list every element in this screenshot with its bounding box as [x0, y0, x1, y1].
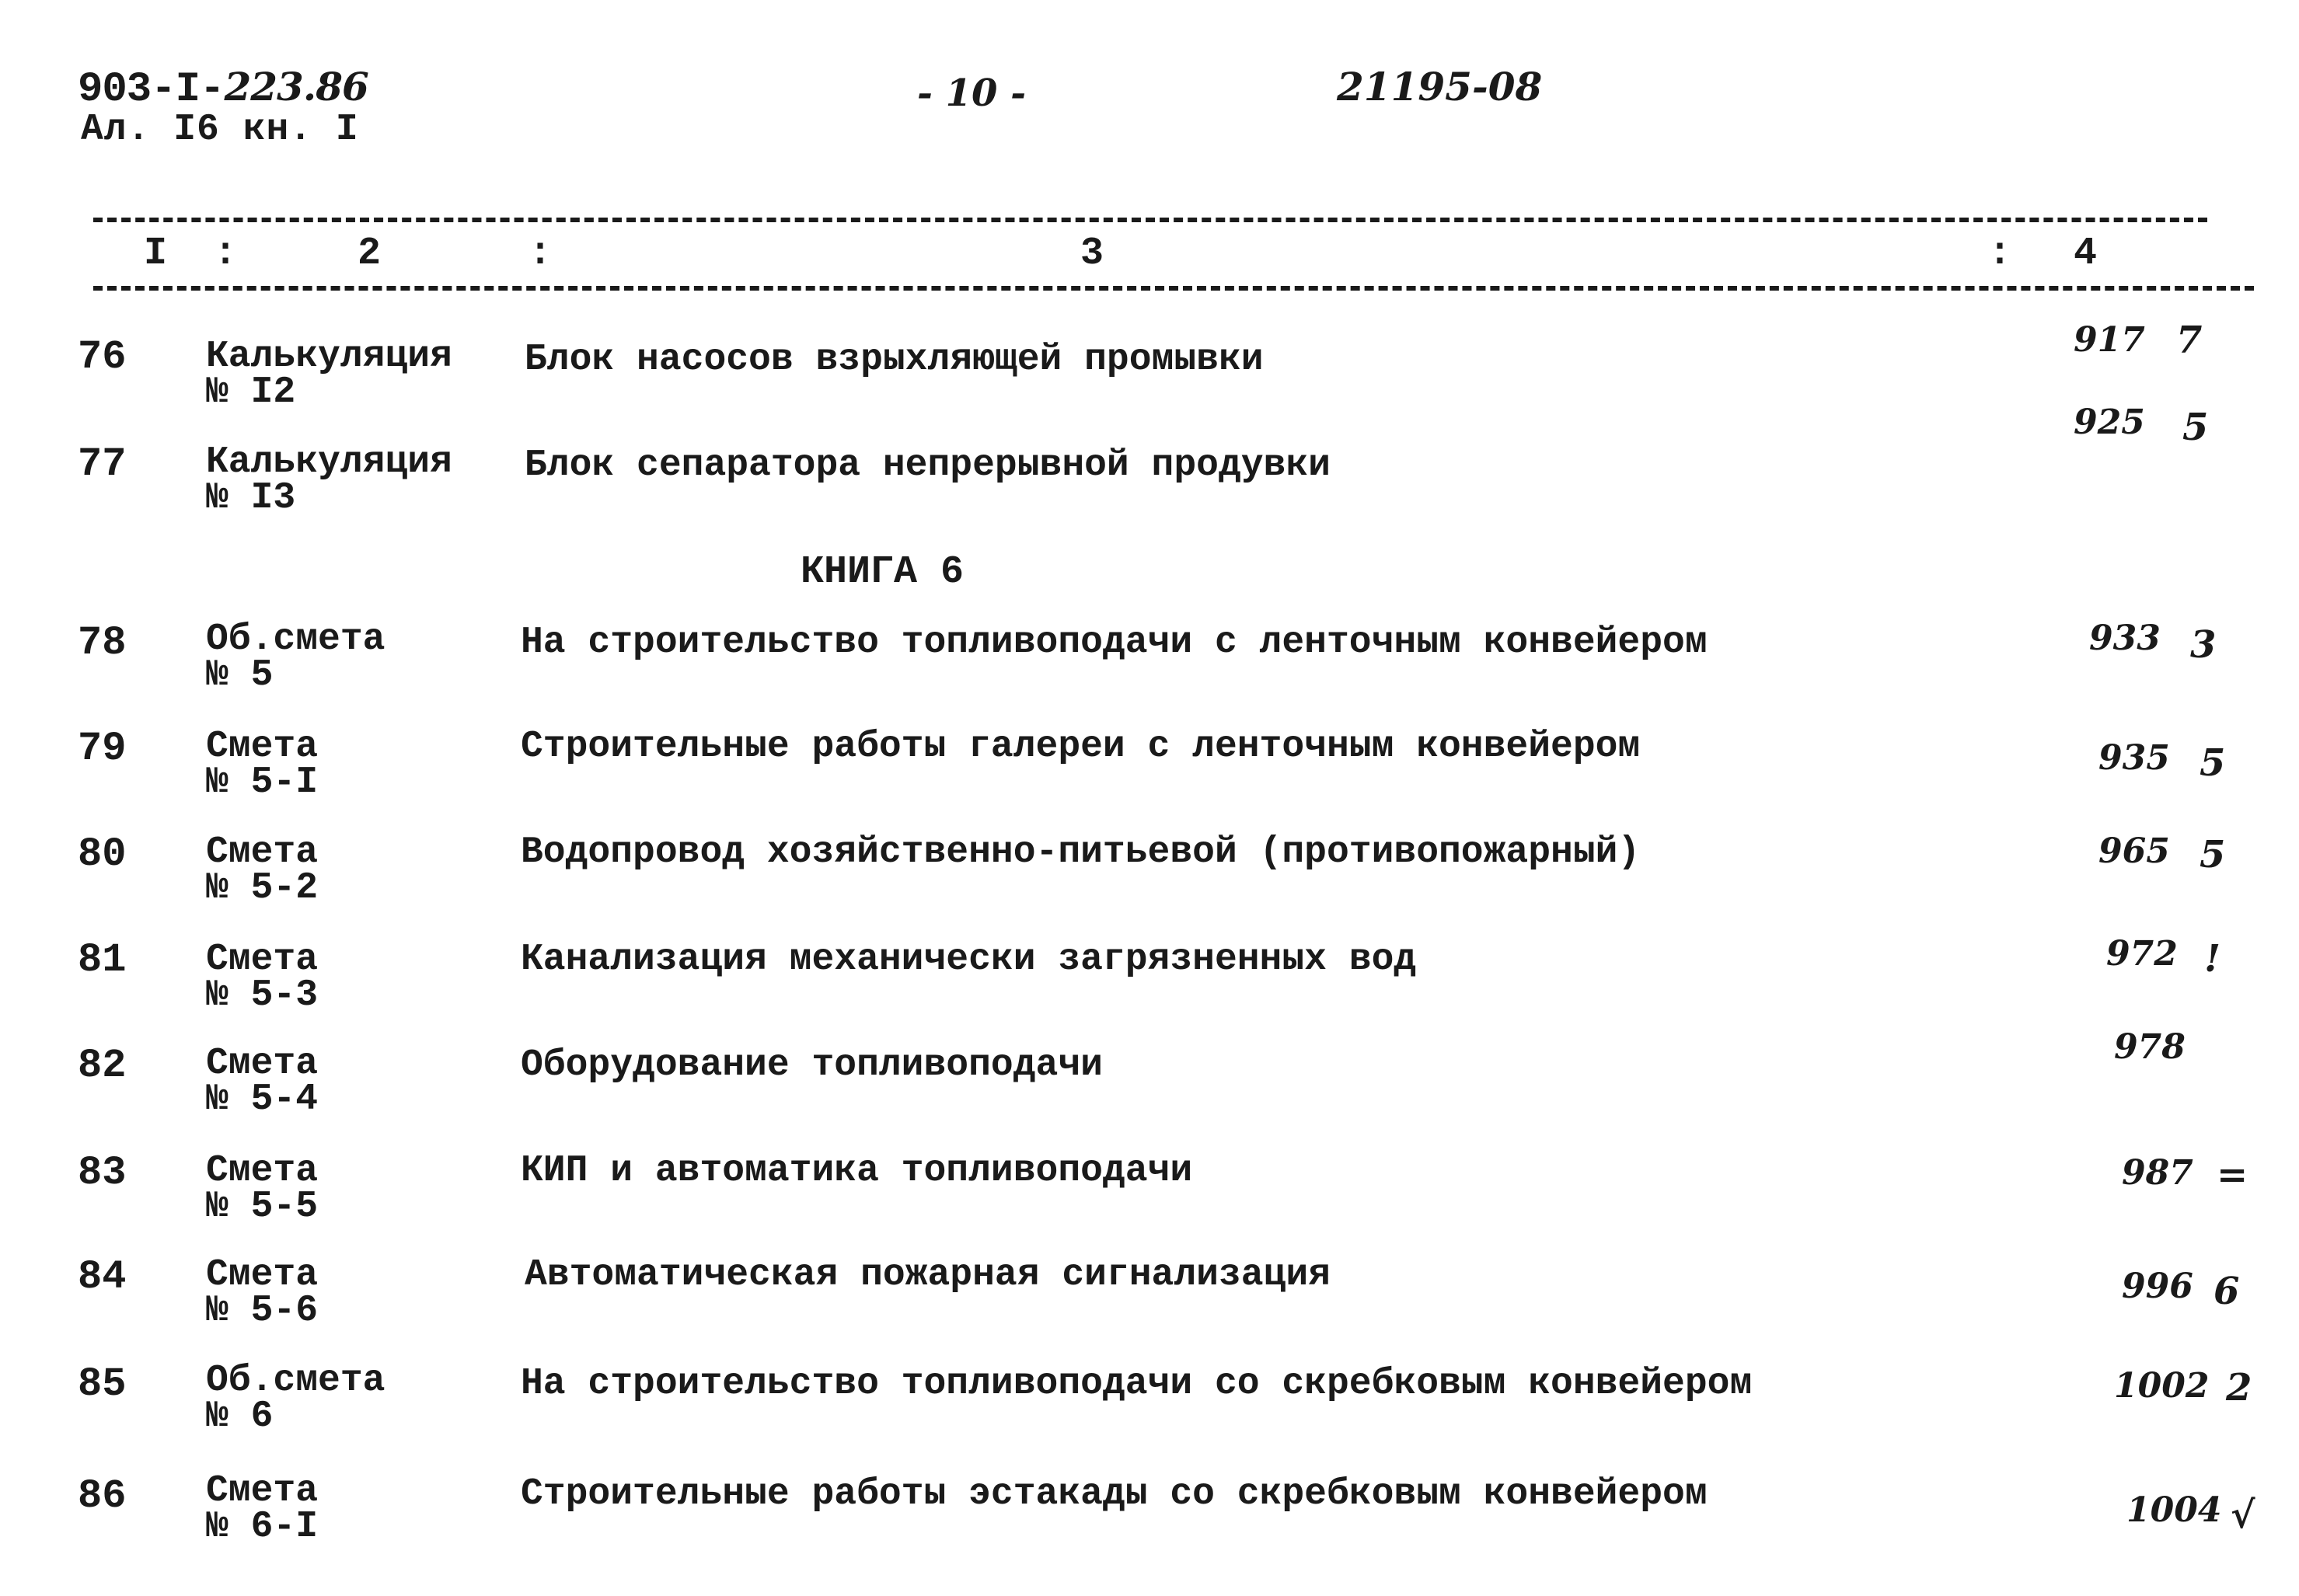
- page-number: - 10 -: [917, 71, 1027, 115]
- document-type: Об.смета: [206, 1360, 385, 1402]
- row-number: 77: [78, 441, 127, 487]
- page-reference: 972: [2106, 934, 2178, 974]
- item-description: На строительство топливоподачи со скребковым конвейером: [521, 1363, 1753, 1405]
- column-separator-2: :: [529, 232, 553, 276]
- row-number: 78: [78, 620, 127, 666]
- item-description: На строительство топливоподачи с ленточным конвейером: [521, 622, 1708, 664]
- page-reference: 1004: [2126, 1490, 2222, 1530]
- item-description: Водопровод хозяйственно-питьевой (противопожарный): [521, 831, 1641, 873]
- document-number: № 5-6: [206, 1290, 319, 1332]
- document-number: № 5-5: [206, 1186, 319, 1228]
- document-number: № 6-I: [206, 1506, 319, 1548]
- row-number: 85: [78, 1361, 127, 1407]
- document-number: № 5-4: [206, 1079, 319, 1120]
- archive-number: 21195-08: [1337, 64, 1543, 110]
- document-type: Смета: [206, 726, 319, 768]
- row-number: 86: [78, 1473, 127, 1519]
- check-mark: !: [2204, 937, 2221, 981]
- check-mark: =: [2217, 1153, 2248, 1197]
- page-reference: 917: [2074, 320, 2145, 360]
- column-separator-1: :: [214, 232, 238, 276]
- document-number: № 6: [206, 1396, 274, 1437]
- check-mark: 5: [2200, 833, 2226, 876]
- page-reference: 925: [2074, 402, 2145, 442]
- column-1-header: I: [144, 232, 168, 276]
- header-rule-bottom: [93, 286, 2254, 291]
- document-type: Смета: [206, 1254, 319, 1296]
- page-reference: 996: [2122, 1267, 2193, 1306]
- item-description: КИП и автоматика топливоподачи: [521, 1150, 1193, 1192]
- row-number: 82: [78, 1043, 127, 1089]
- item-description: Блок сепаратора непрерывной продувки: [525, 444, 1331, 486]
- document-type: Калькуляция: [206, 441, 452, 483]
- document-number: № 5-3: [206, 974, 319, 1016]
- column-separator-3: :: [1988, 232, 2012, 276]
- item-description: Канализация механически загрязненных вод: [521, 939, 1417, 981]
- check-mark: 5: [2182, 406, 2209, 449]
- row-number: 76: [78, 334, 127, 380]
- page-reference: 933: [2089, 619, 2161, 658]
- item-description: Автоматическая пожарная сигнализация: [525, 1254, 1331, 1296]
- check-mark: 3: [2190, 623, 2217, 667]
- page-reference: 1002: [2114, 1366, 2210, 1406]
- document-type: Калькуляция: [206, 336, 452, 378]
- document-number: № 5-I: [206, 761, 319, 803]
- check-mark: 7: [2176, 319, 2203, 362]
- item-description: Строительные работы эстакады со скребковым конвейером: [521, 1473, 1708, 1515]
- check-mark: 5: [2200, 741, 2226, 785]
- page-reference: 935: [2098, 738, 2170, 778]
- document-type: Смета: [206, 831, 319, 873]
- column-2-header: 2: [358, 232, 382, 276]
- row-number: 84: [78, 1254, 127, 1300]
- row-number: 80: [78, 831, 127, 877]
- document-code-prefix: 903-I-: [78, 66, 225, 113]
- check-mark: 6: [2214, 1270, 2240, 1313]
- page-reference: 965: [2098, 831, 2170, 871]
- item-description: Оборудование топливоподачи: [521, 1044, 1103, 1086]
- document-number: № I3: [206, 477, 296, 519]
- column-4-header: 4: [2074, 232, 2098, 276]
- row-number: 83: [78, 1150, 127, 1196]
- document-number: № 5: [206, 654, 274, 696]
- document-type: Об.смета: [206, 619, 385, 660]
- document-number: № 5-2: [206, 867, 319, 909]
- item-description: Блок насосов взрыхляющей промывки: [525, 339, 1264, 381]
- check-mark: √: [2231, 1493, 2255, 1537]
- document-number: № I2: [206, 371, 296, 413]
- row-number: 81: [78, 937, 127, 983]
- header-rule-top: [93, 218, 2207, 222]
- item-description: Строительные работы галереи с ленточным конвейером: [521, 726, 1641, 768]
- row-number: 79: [78, 726, 127, 772]
- document-type: Смета: [206, 1043, 319, 1085]
- document-type: Смета: [206, 1470, 319, 1512]
- sheet-book-line: Ал. I6 кн. I: [81, 109, 359, 151]
- document-code: [78, 64, 368, 113]
- page-reference: 987: [2122, 1153, 2193, 1193]
- page-reference: 978: [2114, 1027, 2186, 1067]
- check-mark: 2: [2226, 1366, 2252, 1410]
- document-type: Смета: [206, 1150, 319, 1192]
- section-title: КНИГА 6: [801, 550, 965, 594]
- document-code-handwritten: 223.86: [224, 64, 368, 110]
- column-3-header: 3: [1080, 232, 1104, 276]
- document-type: Смета: [206, 939, 319, 981]
